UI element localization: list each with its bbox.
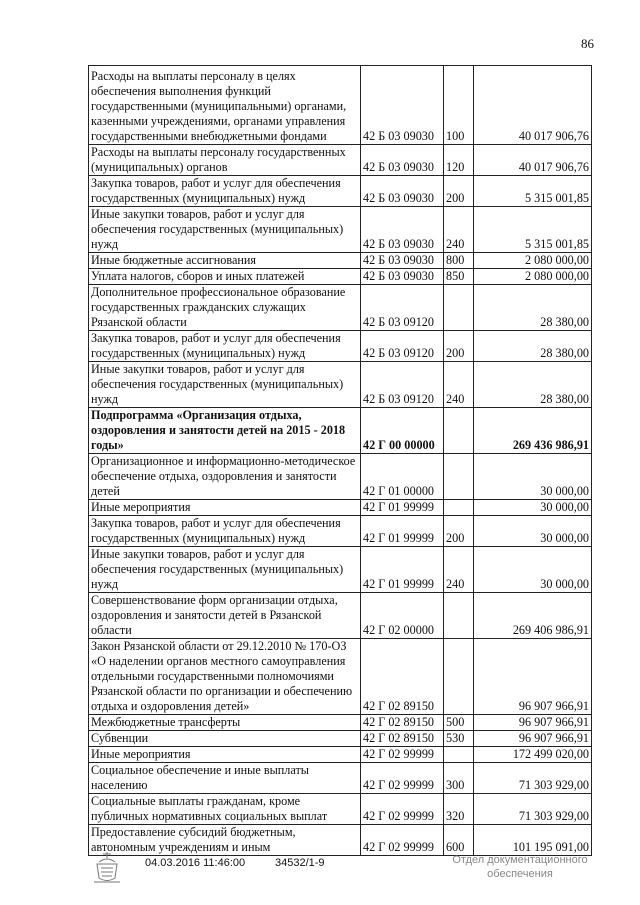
row-expense-type-cell xyxy=(444,500,474,516)
page-number: 86 xyxy=(581,36,594,51)
row-amount-cell: 71 303 929,00 xyxy=(474,794,592,825)
row-name-cell: Подпрограмма «Организация отдыха, оздоровления и занятости детей на 2015 - 2018 годы» xyxy=(89,408,361,454)
table-row xyxy=(89,763,592,794)
row-name-cell: Иные мероприятия xyxy=(89,747,361,763)
row-amount-cell: 2 080 000,00 xyxy=(474,253,592,269)
table-row xyxy=(89,285,592,331)
footer-datetime: 04.03.2016 11:46:00 xyxy=(145,857,246,869)
row-name-cell: Закупка товаров, работ и услуг для обеспечения государственных (муниципальных) нужд xyxy=(89,176,361,207)
row-name-cell: Иные мероприятия xyxy=(89,500,361,516)
row-csr-code-cell: 42 Г 02 99999 xyxy=(361,763,444,794)
row-csr-code-cell: 42 Б 03 09030 xyxy=(361,66,444,145)
row-amount-cell: 96 907 966,91 xyxy=(474,715,592,731)
table-row xyxy=(89,145,592,176)
row-csr-code-cell: 42 Б 03 09030 xyxy=(361,253,444,269)
row-expense-type-cell xyxy=(444,593,474,639)
row-name-cell: Иные закупки товаров, работ и услуг для обеспечения государственных (муниципальных) нужд xyxy=(89,207,361,253)
coat-of-arms-icon xyxy=(90,850,124,886)
row-csr-code-cell: 42 Г 02 00000 xyxy=(361,593,444,639)
table-row xyxy=(89,66,592,145)
row-csr-code-cell: 42 Б 03 09030 xyxy=(361,176,444,207)
table-row xyxy=(89,331,592,362)
budget-table xyxy=(88,65,592,856)
row-name-cell: Субвенции xyxy=(89,731,361,747)
row-amount-cell: 30 000,00 xyxy=(474,516,592,547)
row-csr-code-cell: 42 Г 01 99999 xyxy=(361,500,444,516)
row-expense-type-cell xyxy=(444,285,474,331)
row-expense-type-cell: 200 xyxy=(444,516,474,547)
row-amount-cell: 5 315 001,85 xyxy=(474,176,592,207)
row-csr-code-cell: 42 Г 00 00000 xyxy=(361,408,444,454)
row-amount-cell: 101 195 091,00 xyxy=(474,825,592,856)
row-name-cell: Иные закупки товаров, работ и услуг для обеспечения государственных (муниципальных) нужд xyxy=(89,547,361,593)
row-csr-code-cell: 42 Г 01 99999 xyxy=(361,547,444,593)
row-name-cell: Межбюджетные трансферты xyxy=(89,715,361,731)
row-name-cell: Предоставление субсидий бюджетным, автономным учреждениям и иным xyxy=(89,825,361,856)
row-amount-cell: 28 380,00 xyxy=(474,331,592,362)
row-amount-cell: 28 380,00 xyxy=(474,362,592,408)
row-name-cell: Закупка товаров, работ и услуг для обеспечения государственных (муниципальных) нужд xyxy=(89,516,361,547)
row-amount-cell: 30 000,00 xyxy=(474,454,592,500)
row-csr-code-cell: 42 Б 03 09030 xyxy=(361,269,444,285)
row-csr-code-cell: 42 Г 01 99999 xyxy=(361,516,444,547)
row-name-cell: Уплата налогов, сборов и иных платежей xyxy=(89,269,361,285)
table-row xyxy=(89,500,592,516)
row-amount-cell: 269 436 986,91 xyxy=(474,408,592,454)
row-expense-type-cell: 240 xyxy=(444,547,474,593)
row-expense-type-cell: 100 xyxy=(444,66,474,145)
footer-department-stamp: Отдел документационного обеспечения xyxy=(452,854,588,880)
row-name-cell: Иные бюджетные ассигнования xyxy=(89,253,361,269)
row-amount-cell: 269 406 986,91 xyxy=(474,593,592,639)
row-amount-cell: 71 303 929,00 xyxy=(474,763,592,794)
row-name-cell: Совершенствование форм организации отдыха, оздоровления и занятости детей в Рязанской области xyxy=(89,593,361,639)
row-expense-type-cell xyxy=(444,639,474,715)
table-row xyxy=(89,269,592,285)
row-expense-type-cell: 850 xyxy=(444,269,474,285)
table-row xyxy=(89,639,592,715)
budget-table-body xyxy=(89,66,592,856)
table-row xyxy=(89,454,592,500)
row-expense-type-cell: 240 xyxy=(444,362,474,408)
row-amount-cell: 30 000,00 xyxy=(474,547,592,593)
row-expense-type-cell: 240 xyxy=(444,207,474,253)
row-csr-code-cell: 42 Б 03 09120 xyxy=(361,362,444,408)
row-name-cell: Расходы на выплаты персоналу государственных (муниципальных) органов xyxy=(89,145,361,176)
row-name-cell: Закон Рязанской области от 29.12.2010 № 170-ОЗ «О наделении органов местного самоуправления отдельными государственными полномочиями Рязанской области по организации и обеспечению отдыха и оздоровления детей» xyxy=(89,639,361,715)
row-expense-type-cell: 200 xyxy=(444,176,474,207)
row-csr-code-cell: 42 Г 02 89150 xyxy=(361,715,444,731)
table-row xyxy=(89,547,592,593)
row-amount-cell: 96 907 966,91 xyxy=(474,639,592,715)
row-expense-type-cell xyxy=(444,408,474,454)
row-expense-type-cell: 800 xyxy=(444,253,474,269)
row-name-cell: Социальные выплаты гражданам, кроме публичных нормативных социальных выплат xyxy=(89,794,361,825)
row-csr-code-cell: 42 Г 02 99999 xyxy=(361,747,444,763)
table-row xyxy=(89,731,592,747)
row-csr-code-cell: 42 Г 01 00000 xyxy=(361,454,444,500)
footer-doc-number: 34532/1-9 xyxy=(275,857,325,869)
table-row xyxy=(89,516,592,547)
row-amount-cell: 96 907 966,91 xyxy=(474,731,592,747)
row-expense-type-cell: 600 xyxy=(444,825,474,856)
row-expense-type-cell: 300 xyxy=(444,763,474,794)
row-amount-cell: 28 380,00 xyxy=(474,285,592,331)
row-amount-cell: 40 017 906,76 xyxy=(474,145,592,176)
row-csr-code-cell: 42 Г 02 99999 xyxy=(361,825,444,856)
row-amount-cell: 40 017 906,76 xyxy=(474,66,592,145)
table-row xyxy=(89,747,592,763)
table-row xyxy=(89,207,592,253)
row-csr-code-cell: 42 Б 03 09030 xyxy=(361,207,444,253)
table-row xyxy=(89,253,592,269)
row-expense-type-cell xyxy=(444,747,474,763)
row-csr-code-cell: 42 Г 02 99999 xyxy=(361,794,444,825)
row-csr-code-cell: 42 Б 03 09120 xyxy=(361,285,444,331)
row-csr-code-cell: 42 Б 03 09120 xyxy=(361,331,444,362)
row-name-cell: Социальное обеспечение и иные выплаты населению xyxy=(89,763,361,794)
row-expense-type-cell: 500 xyxy=(444,715,474,731)
row-name-cell: Расходы на выплаты персоналу в целях обеспечения выполнения функций государственными (муниципальными) органами, казенными учреждениями, органами управления государственными внебюджетными фондами xyxy=(89,66,361,145)
row-csr-code-cell: 42 Б 03 09030 xyxy=(361,145,444,176)
row-amount-cell: 2 080 000,00 xyxy=(474,269,592,285)
row-name-cell: Закупка товаров, работ и услуг для обеспечения государственных (муниципальных) нужд xyxy=(89,331,361,362)
table-row xyxy=(89,408,592,454)
table-row xyxy=(89,362,592,408)
row-amount-cell: 5 315 001,85 xyxy=(474,207,592,253)
row-name-cell: Дополнительное профессиональное образование государственных гражданских служащих Рязанской области xyxy=(89,285,361,331)
table-row xyxy=(89,715,592,731)
row-expense-type-cell: 530 xyxy=(444,731,474,747)
row-expense-type-cell: 320 xyxy=(444,794,474,825)
row-name-cell: Организационное и информационно-методическое обеспечение отдыха, оздоровления и занятости детей xyxy=(89,454,361,500)
row-amount-cell: 172 499 020,00 xyxy=(474,747,592,763)
table-row xyxy=(89,794,592,825)
table-row xyxy=(89,593,592,639)
footer xyxy=(0,850,640,905)
row-expense-type-cell xyxy=(444,454,474,500)
row-name-cell: Иные закупки товаров, работ и услуг для обеспечения государственных (муниципальных) нужд xyxy=(89,362,361,408)
row-csr-code-cell: 42 Г 02 89150 xyxy=(361,639,444,715)
row-csr-code-cell: 42 Г 02 89150 xyxy=(361,731,444,747)
row-expense-type-cell: 120 xyxy=(444,145,474,176)
row-amount-cell: 30 000,00 xyxy=(474,500,592,516)
table-row xyxy=(89,176,592,207)
row-expense-type-cell: 200 xyxy=(444,331,474,362)
